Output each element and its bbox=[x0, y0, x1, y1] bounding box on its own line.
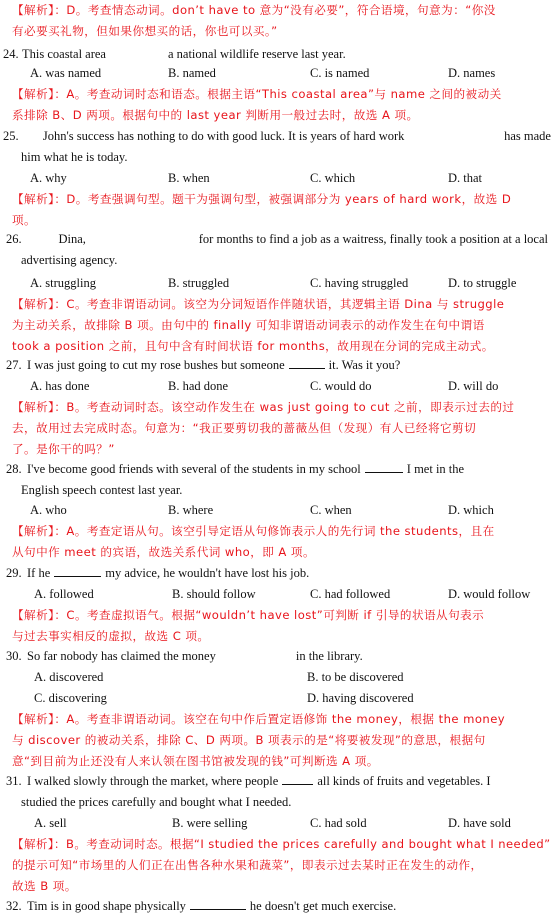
answer-option: C. would do bbox=[310, 379, 372, 393]
question-text-before-blank: This coastal area bbox=[22, 47, 106, 61]
answer-option: C. is named bbox=[310, 66, 370, 80]
question-number: 25. bbox=[3, 129, 19, 143]
answer-option: C. had followed bbox=[310, 587, 391, 601]
answer-option: B. should follow bbox=[172, 587, 256, 601]
answer-blank bbox=[365, 462, 403, 473]
answer-option: B. had done bbox=[168, 379, 229, 393]
analysis-line: 项。 bbox=[12, 213, 37, 227]
question-text-after-blank: all kinds of fruits and vegetables. I bbox=[317, 774, 491, 788]
question-number: 30. bbox=[6, 649, 22, 663]
answer-option: A. sell bbox=[34, 816, 67, 830]
answer-option: D. names bbox=[448, 66, 496, 80]
analysis-line: 【解析】：D。考查情态动词。don’t have to 意为“没有必要”，符合语境，句意为：“你没 bbox=[12, 3, 496, 17]
answer-blank bbox=[282, 774, 313, 785]
answer-option: A. who bbox=[30, 503, 67, 517]
question-text-before-blank: Dina, bbox=[58, 232, 86, 246]
answer-option: A. has done bbox=[30, 379, 90, 393]
question-stem bbox=[6, 771, 491, 792]
answer-option: D. having discovered bbox=[307, 691, 414, 705]
question-stem bbox=[3, 44, 346, 65]
question-text-after-blank: for months to find a job as a waitress, finally took a position at a local bbox=[198, 232, 548, 246]
analysis-line: 【解析】：B。考查动词时态。根据“I studied the prices carefully and bought what I needed” bbox=[12, 837, 551, 851]
question-number: 26. bbox=[6, 232, 22, 246]
question-continuation: him what he is today. bbox=[21, 150, 128, 164]
analysis-line: 【解析】：A。考查定语从句。该空引导定语从句修饰表示人的先行词 the students，且在 bbox=[12, 524, 495, 538]
question-stem bbox=[6, 896, 396, 917]
analysis-line: 与 discover 的被动关系，排除 C、D 两项。B 项表示的是“将要被发现”的意思，根据句 bbox=[12, 733, 486, 747]
answer-option: D. have sold bbox=[448, 816, 511, 830]
question-number: 28. bbox=[6, 462, 22, 476]
answer-blank bbox=[121, 229, 163, 239]
question-text-after-blank: he doesn't get much exercise. bbox=[249, 899, 397, 913]
answer-option: D. to struggle bbox=[448, 276, 517, 290]
answer-option: B. named bbox=[168, 66, 216, 80]
answer-option: D. which bbox=[448, 503, 494, 517]
question-stem bbox=[6, 563, 309, 584]
analysis-line: 【解析】：D。考查强调句型。题干为强调句型，被强调部分为 years of hard work，故选 D bbox=[12, 192, 512, 206]
answer-blank bbox=[429, 126, 479, 136]
question-text-before-blank: If he bbox=[27, 566, 51, 580]
analysis-line: 为主动关系，故排除 B 项。由句中的 finally 可知非谓语动词表示的动作发生在句中谓语 bbox=[12, 318, 485, 332]
answer-option: C. when bbox=[310, 503, 352, 517]
analysis-line: 【解析】：C。考查非谓语动词。该空为分词短语作伴随状语，其逻辑主语 Dina 与 struggle bbox=[12, 297, 505, 311]
question-number: 29. bbox=[6, 566, 22, 580]
answer-option: B. to be discovered bbox=[307, 670, 404, 684]
analysis-line: 【解析】：A。考查动词时态和语态。根据主语“This coastal area”与 name 之间的被动关 bbox=[12, 87, 502, 101]
analysis-line: 有必要买礼物，但如果你想买的话，你也可以买。” bbox=[12, 24, 278, 38]
answer-option: C. which bbox=[310, 171, 356, 185]
analysis-line: 故选 B 项。 bbox=[12, 879, 77, 893]
question-number: 32. bbox=[6, 899, 22, 913]
question-stem bbox=[6, 646, 363, 667]
question-text-before-blank: I've become good friends with several of the students in my school bbox=[27, 462, 361, 476]
answer-option: A. followed bbox=[34, 587, 94, 601]
question-text-before-blank: So far nobody has claimed the money bbox=[27, 649, 216, 663]
answer-blank bbox=[110, 48, 164, 58]
analysis-line: 【解析】：A。考查非谓语动词。该空在句中作后置定语修饰 the money，根据 the money bbox=[12, 712, 506, 726]
answer-option: C. having struggled bbox=[310, 276, 409, 290]
question-stem bbox=[6, 229, 548, 250]
question-text-before-blank: I walked slowly through the market, where people bbox=[27, 774, 279, 788]
question-continuation: studied the prices carefully and bought what I needed. bbox=[21, 795, 292, 809]
answer-option: B. when bbox=[168, 171, 210, 185]
answer-option: D. that bbox=[448, 171, 483, 185]
answer-option: D. would follow bbox=[448, 587, 531, 601]
answer-option: A. discovered bbox=[34, 670, 104, 684]
answer-option: B. struggled bbox=[168, 276, 230, 290]
analysis-line: 的提示可知“市场里的人们正在出售各种水果和蔬菜”，即表示过去某时正在发生的动作， bbox=[12, 858, 483, 872]
question-stem bbox=[6, 459, 464, 480]
question-continuation: advertising agency. bbox=[21, 253, 118, 267]
question-number: 27. bbox=[6, 358, 22, 372]
answer-option: A. why bbox=[30, 171, 67, 185]
question-stem bbox=[6, 355, 400, 376]
question-number: 24. bbox=[3, 47, 19, 61]
analysis-line: 【解析】：B。考查动词时态。该空动作发生在 was just going to cut 之前，即表示过去的过 bbox=[12, 400, 515, 414]
question-text-after-blank: I met in the bbox=[406, 462, 465, 476]
question-text-after-blank: a national wildlife reserve last year. bbox=[167, 47, 346, 61]
analysis-line: 系排除 B、D 两项。根据句中的 last year 判断用一般过去时，故选 A 项。 bbox=[12, 108, 419, 122]
analysis-line: took a position 之前，且句中含有时间状语 for months，故用现在分词的完成主动式。 bbox=[12, 339, 494, 353]
answer-option: A. struggling bbox=[30, 276, 96, 290]
answer-option: B. where bbox=[168, 503, 214, 517]
question-text-before-blank: I was just going to cut my rose bushes but someone bbox=[27, 358, 285, 372]
answer-blank bbox=[289, 358, 325, 369]
question-number: 31. bbox=[6, 774, 22, 788]
analysis-line: 【解析】：C。考查虚拟语气。根据“wouldn’t have lost”可判断 if 引导的状语从句表示 bbox=[12, 608, 485, 622]
question-text-before-blank: John's success has nothing to do with good luck. It is years of hard work bbox=[42, 129, 405, 143]
answer-option: B. were selling bbox=[172, 816, 248, 830]
analysis-line: 与过去事实相反的虚拟，故选 C 项。 bbox=[12, 629, 210, 643]
analysis-line: 去，故用过去完成时态。句意为：“我正要剪切我的蔷薇丛但（发现）有人已经将它剪切 bbox=[12, 421, 477, 435]
answer-option: D. will do bbox=[448, 379, 499, 393]
question-text-after-blank: it. Was it you? bbox=[328, 358, 401, 372]
question-continuation: English speech contest last year. bbox=[21, 483, 183, 497]
question-text-after-blank: has made bbox=[504, 129, 551, 143]
answer-blank bbox=[220, 650, 292, 660]
analysis-line: 从句中作 meet 的宾语，故选关系代词 who，即 A 项。 bbox=[12, 545, 316, 559]
answer-blank bbox=[54, 566, 101, 577]
question-stem bbox=[3, 126, 551, 147]
analysis-line: 了。是你干的吗？” bbox=[12, 442, 115, 456]
answer-blank bbox=[190, 899, 246, 910]
question-text-after-blank: my advice, he wouldn't have lost his job. bbox=[105, 566, 310, 580]
question-text-after-blank: in the library. bbox=[295, 649, 363, 663]
answer-option: A. was named bbox=[30, 66, 102, 80]
analysis-line: 意“到目前为止还没有人来认领在图书馆被发现的钱”可判断选 A 项。 bbox=[12, 754, 379, 768]
answer-option: C. discovering bbox=[34, 691, 107, 705]
answer-option: C. had sold bbox=[310, 816, 367, 830]
question-text-before-blank: Tim is in good shape physically bbox=[27, 899, 186, 913]
